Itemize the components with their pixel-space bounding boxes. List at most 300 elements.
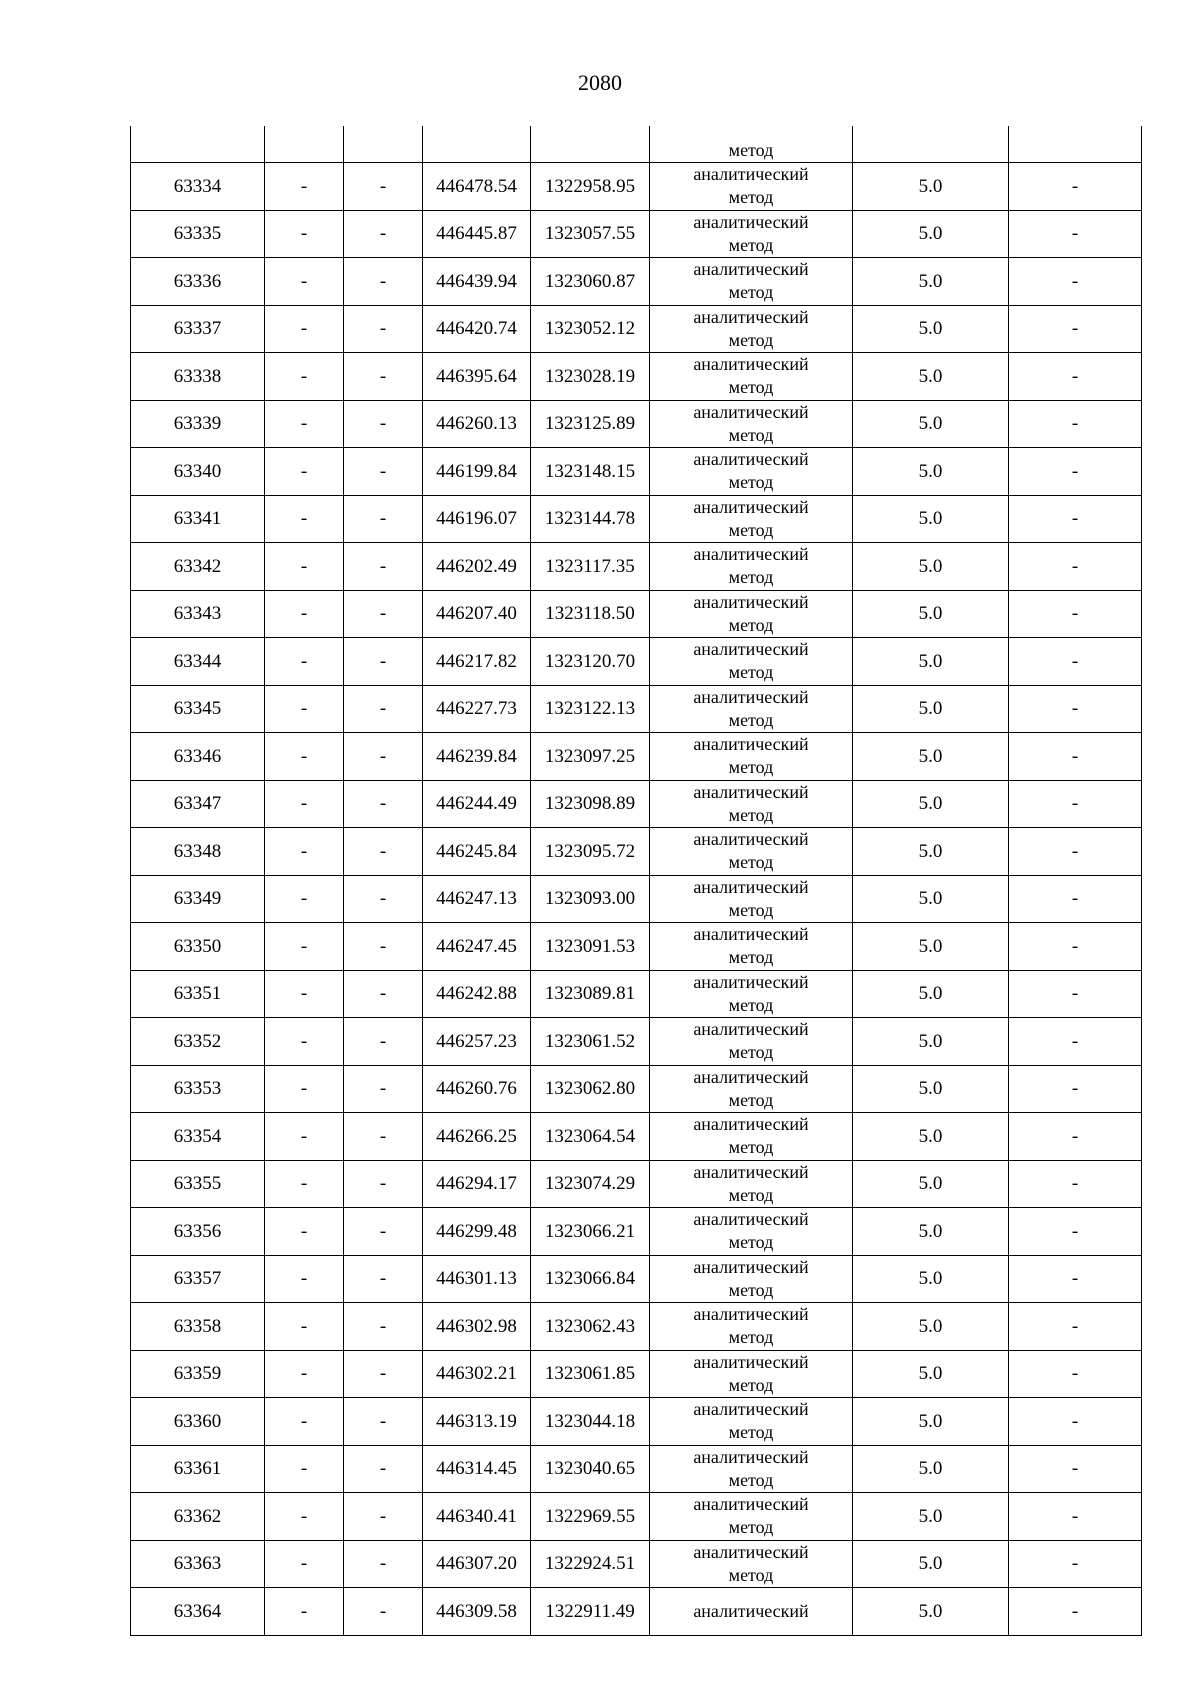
method-line-1: аналитический (693, 449, 809, 470)
cell-method (650, 780, 853, 828)
cell-last: - (1009, 495, 1142, 543)
cell-number: 63336 (131, 258, 265, 306)
method-line-1: аналитический (693, 1541, 809, 1562)
cell-x: 446239.84 (423, 733, 531, 781)
table-row (131, 1065, 1142, 1113)
cell-last: - (1009, 448, 1142, 496)
cell-number: 63334 (131, 163, 265, 211)
table-row (131, 1160, 1142, 1208)
cell-method (650, 258, 853, 306)
cell-number: 63345 (131, 685, 265, 733)
table-row (131, 685, 1142, 733)
method-line-1: аналитический (693, 1494, 809, 1515)
method-line-2: метод (728, 567, 774, 588)
cell-col2: - (265, 258, 344, 306)
cell-last: - (1009, 733, 1142, 781)
cell-col3: - (344, 1398, 423, 1446)
table-row (131, 780, 1142, 828)
method-line-2: метод (728, 1327, 774, 1348)
cell-number: 63355 (131, 1160, 265, 1208)
cell-y: 1323061.52 (531, 1018, 650, 1066)
cell-accuracy: 5.0 (853, 1588, 1009, 1636)
cell-col3: - (344, 1065, 423, 1113)
cell-x: 446301.13 (423, 1255, 531, 1303)
table-row (131, 1018, 1142, 1066)
cell-method (650, 875, 853, 923)
cell-method (650, 1065, 853, 1113)
cell-number: 63358 (131, 1303, 265, 1351)
cell-x: 446313.19 (423, 1398, 531, 1446)
cell-accuracy: 5.0 (853, 970, 1009, 1018)
cell-col3: - (344, 400, 423, 448)
method-line-1: аналитический (693, 306, 809, 327)
method-line-1: аналитический (693, 1304, 809, 1325)
cell-number: 63335 (131, 210, 265, 258)
method-line-2: метод (728, 187, 774, 208)
cell-col3: - (344, 1208, 423, 1256)
cell-last: - (1009, 685, 1142, 733)
cell-y: 1323064.54 (531, 1113, 650, 1161)
cell-x: 446199.84 (423, 448, 531, 496)
cell-x: 446478.54 (423, 163, 531, 211)
cell-number: 63338 (131, 353, 265, 401)
cell-accuracy: 5.0 (853, 400, 1009, 448)
method-line-1: аналитический (693, 1256, 809, 1277)
cell-col2: - (265, 448, 344, 496)
cell-y: 1323044.18 (531, 1398, 650, 1446)
cell-y: 1323148.15 (531, 448, 650, 496)
table-row (131, 1588, 1142, 1636)
table-row (131, 258, 1142, 306)
table-row (131, 163, 1142, 211)
cell-col3: - (344, 828, 423, 876)
cell-y: 1323091.53 (531, 923, 650, 971)
cell-last: - (1009, 163, 1142, 211)
cell-last: - (1009, 1113, 1142, 1161)
cell-col3: - (344, 258, 423, 306)
method-line-1: аналитический (693, 924, 809, 945)
method-line-2: метод (728, 377, 774, 398)
method-line-1: аналитический (693, 1351, 809, 1372)
cell-last: - (1009, 400, 1142, 448)
method-line-1: аналитический (693, 591, 809, 612)
cell-accuracy: 5.0 (853, 1065, 1009, 1113)
cell-method (650, 305, 853, 353)
table-row (131, 875, 1142, 923)
table-row (131, 1350, 1142, 1398)
cell-y: 1323062.80 (531, 1065, 650, 1113)
method-line-1: аналитический (693, 971, 809, 992)
method-line-1: аналитический (693, 781, 809, 802)
cell-last: - (1009, 875, 1142, 923)
cell-method (650, 126, 853, 163)
cell-accuracy: 5.0 (853, 685, 1009, 733)
method-line-1: аналитический (693, 1399, 809, 1420)
cell-number: 63354 (131, 1113, 265, 1161)
cell-col2: - (265, 1018, 344, 1066)
cell-method (650, 1588, 853, 1636)
cell-col3: - (344, 495, 423, 543)
cell-col3: - (344, 733, 423, 781)
cell-method (650, 1540, 853, 1588)
cell-col2: - (265, 1493, 344, 1541)
cell-accuracy (853, 126, 1009, 163)
cell-last: - (1009, 1255, 1142, 1303)
method-line-1: аналитический (693, 1019, 809, 1040)
cell-x: 446307.20 (423, 1540, 531, 1588)
cell-last: - (1009, 1018, 1142, 1066)
cell-col2: - (265, 970, 344, 1018)
cell-number: 63346 (131, 733, 265, 781)
method-line-1: аналитический (693, 1114, 809, 1135)
cell-method (650, 495, 853, 543)
method-line-2: метод (728, 1422, 774, 1443)
cell-last: - (1009, 1588, 1142, 1636)
cell-y: 1323040.65 (531, 1445, 650, 1493)
cell-col3: - (344, 543, 423, 591)
cell-method (650, 400, 853, 448)
cell-col3: - (344, 923, 423, 971)
method-line-1: аналитический (693, 354, 809, 375)
cell-y: 1323089.81 (531, 970, 650, 1018)
cell-method (650, 590, 853, 638)
cell-col2: - (265, 638, 344, 686)
method-line-1: аналитический (693, 1600, 809, 1621)
cell-y: 1323061.85 (531, 1350, 650, 1398)
cell-col2: - (265, 685, 344, 733)
cell-number: 63337 (131, 305, 265, 353)
cell-x: 446340.41 (423, 1493, 531, 1541)
cell-col2 (265, 126, 344, 163)
cell-last: - (1009, 1065, 1142, 1113)
method-line-2: метод (728, 1184, 774, 1205)
cell-last: - (1009, 590, 1142, 638)
cell-last: - (1009, 210, 1142, 258)
cell-x: 446260.76 (423, 1065, 531, 1113)
cell-y: 1323122.13 (531, 685, 650, 733)
cell-last: - (1009, 1493, 1142, 1541)
cell-number: 63353 (131, 1065, 265, 1113)
cell-number: 63364 (131, 1588, 265, 1636)
cell-number: 63342 (131, 543, 265, 591)
table-row (131, 1445, 1142, 1493)
cell-col2: - (265, 733, 344, 781)
method-line-2: метод (728, 1042, 774, 1063)
cell-col2: - (265, 163, 344, 211)
method-line-2: метод (728, 1137, 774, 1158)
cell-accuracy: 5.0 (853, 780, 1009, 828)
table-row (131, 448, 1142, 496)
table-row (131, 305, 1142, 353)
cell-last (1009, 126, 1142, 163)
table-row (131, 543, 1142, 591)
table-row (131, 1113, 1142, 1161)
cell-accuracy: 5.0 (853, 1303, 1009, 1351)
cell-method (650, 685, 853, 733)
cell-last: - (1009, 1445, 1142, 1493)
cell-col3: - (344, 1540, 423, 1588)
cell-col2: - (265, 1113, 344, 1161)
cell-method (650, 1398, 853, 1446)
cell-accuracy: 5.0 (853, 448, 1009, 496)
cell-last: - (1009, 305, 1142, 353)
cell-col3: - (344, 590, 423, 638)
table-row (131, 1398, 1142, 1446)
cell-last: - (1009, 1160, 1142, 1208)
method-line-1: аналитический (693, 1066, 809, 1087)
cell-col2: - (265, 780, 344, 828)
cell-y: 1323098.89 (531, 780, 650, 828)
cell-accuracy: 5.0 (853, 875, 1009, 923)
method-line-1: аналитический (693, 1209, 809, 1230)
cell-y: 1323057.55 (531, 210, 650, 258)
cell-method (650, 1018, 853, 1066)
cell-method (650, 923, 853, 971)
method-line-2: метод (728, 519, 774, 540)
cell-x: 446217.82 (423, 638, 531, 686)
method-line-1: аналитический (693, 876, 809, 897)
cell-y: 1323095.72 (531, 828, 650, 876)
cell-y: 1323052.12 (531, 305, 650, 353)
method-text: метод (728, 140, 774, 160)
cell-col2: - (265, 543, 344, 591)
method-line-1: аналитический (693, 544, 809, 565)
cell-method (650, 448, 853, 496)
cell-col3: - (344, 448, 423, 496)
cell-x: 446245.84 (423, 828, 531, 876)
method-line-2: метод (728, 1517, 774, 1538)
method-line-1: аналитический (693, 496, 809, 517)
cell-accuracy: 5.0 (853, 1113, 1009, 1161)
cell-col3: - (344, 685, 423, 733)
method-line-1: аналитический (693, 1446, 809, 1467)
cell-accuracy: 5.0 (853, 1255, 1009, 1303)
cell-last: - (1009, 1303, 1142, 1351)
cell-number: 63357 (131, 1255, 265, 1303)
cell-y: 1323120.70 (531, 638, 650, 686)
cell-accuracy: 5.0 (853, 1018, 1009, 1066)
cell-last: - (1009, 780, 1142, 828)
cell-last: - (1009, 1350, 1142, 1398)
method-line-1: аналитический (693, 734, 809, 755)
cell-y: 1323125.89 (531, 400, 650, 448)
method-line-1: аналитический (693, 401, 809, 422)
cell-number: 63339 (131, 400, 265, 448)
cell-accuracy: 5.0 (853, 923, 1009, 971)
cell-accuracy: 5.0 (853, 1160, 1009, 1208)
cell-y: 1323097.25 (531, 733, 650, 781)
cell-x: 446196.07 (423, 495, 531, 543)
method-line-2: метод (728, 234, 774, 255)
cell-accuracy: 5.0 (853, 590, 1009, 638)
cell-number: 63352 (131, 1018, 265, 1066)
cell-method (650, 828, 853, 876)
cell-accuracy: 5.0 (853, 163, 1009, 211)
cell-method (650, 543, 853, 591)
cell-col3: - (344, 1303, 423, 1351)
table-row (131, 970, 1142, 1018)
table-row (131, 1303, 1142, 1351)
method-line-2: метод (728, 1564, 774, 1585)
cell-y: 1323093.00 (531, 875, 650, 923)
cell-x: 446260.13 (423, 400, 531, 448)
cell-accuracy: 5.0 (853, 733, 1009, 781)
cell-method (650, 1350, 853, 1398)
method-line-2: метод (728, 852, 774, 873)
cell-accuracy: 5.0 (853, 1350, 1009, 1398)
cell-accuracy: 5.0 (853, 1208, 1009, 1256)
cell-x: 446302.98 (423, 1303, 531, 1351)
cell-col2: - (265, 353, 344, 401)
cell-x: 446244.49 (423, 780, 531, 828)
cell-col3: - (344, 1018, 423, 1066)
page-number: 2080 (578, 70, 622, 95)
cell-col3: - (344, 875, 423, 923)
cell-col2: - (265, 495, 344, 543)
cell-method (650, 1208, 853, 1256)
cell-col3: - (344, 638, 423, 686)
cell-col3: - (344, 1255, 423, 1303)
cell-last: - (1009, 828, 1142, 876)
cell-col2: - (265, 1303, 344, 1351)
cell-x: 446299.48 (423, 1208, 531, 1256)
method-line-1: аналитический (693, 686, 809, 707)
cell-number: 63349 (131, 875, 265, 923)
cell-col2: - (265, 210, 344, 258)
cell-last: - (1009, 543, 1142, 591)
cell-col2: - (265, 1255, 344, 1303)
cell-x: 446266.25 (423, 1113, 531, 1161)
cell-col3: - (344, 1350, 423, 1398)
cell-x: 446257.23 (423, 1018, 531, 1066)
method-line-2: метод (728, 709, 774, 730)
cell-col2: - (265, 400, 344, 448)
table-row (131, 1493, 1142, 1541)
method-line-2: метод (728, 1279, 774, 1300)
cell-last: - (1009, 353, 1142, 401)
cell-accuracy: 5.0 (853, 1540, 1009, 1588)
method-line-2: метод (728, 1232, 774, 1253)
cell-number: 63359 (131, 1350, 265, 1398)
cell-col3: - (344, 780, 423, 828)
cell-last: - (1009, 258, 1142, 306)
cell-number (131, 126, 265, 163)
cell-col3: - (344, 353, 423, 401)
cell-x: 446309.58 (423, 1588, 531, 1636)
method-line-2: метод (728, 947, 774, 968)
cell-col3: - (344, 210, 423, 258)
table-row (131, 353, 1142, 401)
cell-y: 1322924.51 (531, 1540, 650, 1588)
cell-number: 63348 (131, 828, 265, 876)
cell-method (650, 353, 853, 401)
cell-col3: - (344, 1445, 423, 1493)
cell-col2: - (265, 1208, 344, 1256)
cell-y: 1323144.78 (531, 495, 650, 543)
cell-col2: - (265, 590, 344, 638)
cell-col2: - (265, 305, 344, 353)
method-line-2: метод (728, 472, 774, 493)
cell-method (650, 1493, 853, 1541)
cell-x: 446247.13 (423, 875, 531, 923)
cell-col2: - (265, 923, 344, 971)
method-line-2: метод (728, 282, 774, 303)
table-row (131, 1208, 1142, 1256)
cell-accuracy: 5.0 (853, 638, 1009, 686)
cell-x: 446302.21 (423, 1350, 531, 1398)
cell-y: 1323060.87 (531, 258, 650, 306)
cell-accuracy: 5.0 (853, 258, 1009, 306)
cell-number: 63341 (131, 495, 265, 543)
cell-accuracy: 5.0 (853, 210, 1009, 258)
cell-col2: - (265, 1350, 344, 1398)
cell-col2: - (265, 828, 344, 876)
method-line-1: аналитический (693, 211, 809, 232)
cell-col2: - (265, 875, 344, 923)
table-row (131, 1255, 1142, 1303)
cell-y: 1322969.55 (531, 1493, 650, 1541)
cell-y: 1323117.35 (531, 543, 650, 591)
method-line-2: метод (728, 994, 774, 1015)
cell-method (650, 733, 853, 781)
cell-col3: - (344, 1160, 423, 1208)
cell-accuracy: 5.0 (853, 305, 1009, 353)
cell-method (650, 638, 853, 686)
cell-method (650, 1445, 853, 1493)
cell-x: 446202.49 (423, 543, 531, 591)
cell-y: 1323066.84 (531, 1255, 650, 1303)
cell-last: - (1009, 1398, 1142, 1446)
cell-col2: - (265, 1445, 344, 1493)
method-line-1: аналитический (693, 1161, 809, 1182)
table-row-continuation (131, 126, 1142, 163)
table-body (131, 126, 1142, 1635)
table-row (131, 590, 1142, 638)
cell-y: 1322911.49 (531, 1588, 650, 1636)
cell-last: - (1009, 1208, 1142, 1256)
cell-method (650, 210, 853, 258)
cell-x: 446242.88 (423, 970, 531, 1018)
table-row (131, 495, 1142, 543)
coordinates-table (130, 126, 1142, 1636)
method-line-2: метод (728, 329, 774, 350)
method-line-2: метод (728, 662, 774, 683)
table-row (131, 923, 1142, 971)
cell-col3: - (344, 1493, 423, 1541)
cell-method (650, 1160, 853, 1208)
cell-number: 63347 (131, 780, 265, 828)
cell-col2: - (265, 1398, 344, 1446)
cell-y: 1323074.29 (531, 1160, 650, 1208)
cell-x (423, 126, 531, 163)
cell-last: - (1009, 970, 1142, 1018)
table-row (131, 210, 1142, 258)
cell-number: 63343 (131, 590, 265, 638)
method-line-2: метод (728, 614, 774, 635)
method-line-1: аналитический (693, 164, 809, 185)
cell-col3: - (344, 305, 423, 353)
cell-number: 63361 (131, 1445, 265, 1493)
cell-col2: - (265, 1540, 344, 1588)
cell-x: 446420.74 (423, 305, 531, 353)
cell-method (650, 970, 853, 1018)
cell-number: 63351 (131, 970, 265, 1018)
cell-y: 1323118.50 (531, 590, 650, 638)
cell-accuracy: 5.0 (853, 543, 1009, 591)
cell-number: 63362 (131, 1493, 265, 1541)
cell-x: 446445.87 (423, 210, 531, 258)
cell-col3 (344, 126, 423, 163)
